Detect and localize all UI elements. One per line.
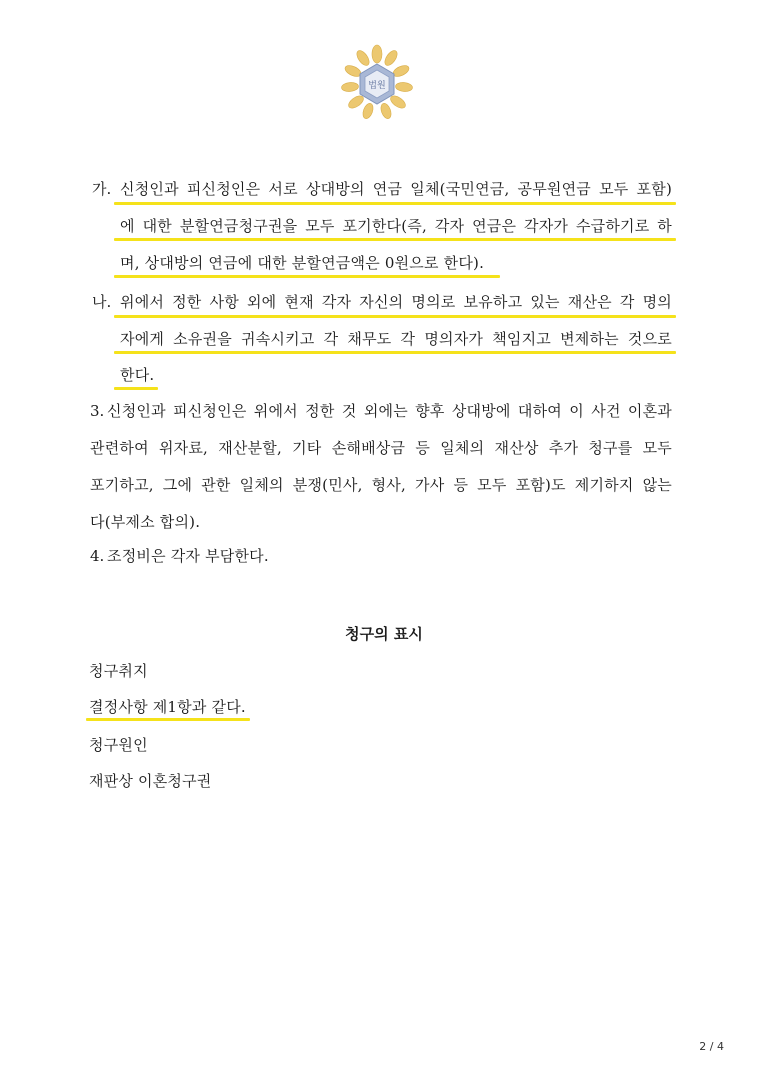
highlight-mark — [114, 315, 676, 318]
item-3-line-2: 관련하여 위자료, 재산분할, 기타 손해배상금 등 일체의 재산상 추가 청구를 모두 — [90, 439, 672, 457]
page-number: 2 / 4 — [699, 1040, 724, 1053]
court-seal-logo — [341, 44, 413, 120]
claim-purpose-text: 결정사항 제1항과 같다. — [89, 698, 246, 716]
item-ga-line-3: 며, 상대방의 연금에 대한 분할연금액은 0원으로 한다). — [120, 254, 485, 272]
highlight-mark — [114, 387, 158, 390]
highlight-mark — [114, 238, 676, 241]
claim-cause-label: 청구원인 — [89, 736, 148, 754]
item-na-line-1: 위에서 정한 사항 외에 현재 각자 자신의 명의로 보유하고 있는 재산은 각 명의 — [120, 293, 672, 311]
item-3-line-3: 포기하고, 그에 관한 일체의 분쟁(민사, 형사, 가사 등 모두 포함)도 제기하지 않는 — [90, 476, 672, 494]
item-ga-line-2: 에 대한 분할연금청구권을 모두 포기한다(즉, 각자 연금은 각자가 수급하기로 하 — [120, 217, 672, 235]
item-ga-marker: 가. — [92, 180, 112, 198]
item-na-marker: 나. — [92, 293, 112, 311]
item-3-marker: 3. — [90, 402, 105, 420]
item-3-line-4: 다(부제소 합의). — [90, 513, 201, 531]
item-3-line-1: 신청인과 피신청인은 위에서 정한 것 외에는 향후 상대방에 대하여 이 사건 이혼과 — [107, 402, 672, 420]
highlight-mark — [114, 275, 500, 278]
claim-section-heading: 청구의 표시 — [345, 625, 423, 643]
claim-cause-text: 재판상 이혼청구권 — [89, 772, 212, 790]
highlight-mark — [86, 718, 250, 721]
highlight-mark — [114, 351, 676, 354]
seal-text: 법원 — [368, 81, 386, 91]
item-4-line-1: 조정비은 각자 부담한다. — [107, 547, 269, 565]
highlight-mark — [114, 202, 676, 205]
item-na-line-3: 한다. — [120, 366, 155, 384]
item-4-marker: 4. — [90, 547, 105, 565]
item-na-line-2: 자에게 소유권을 귀속시키고 각 채무도 각 명의자가 책임지고 변제하는 것으로 — [120, 330, 672, 348]
claim-purpose-label: 청구취지 — [89, 662, 148, 680]
item-ga-line-1: 신청인과 피신청인은 서로 상대방의 연금 일체(국민연금, 공무원연금 모두 포함) — [120, 180, 672, 198]
